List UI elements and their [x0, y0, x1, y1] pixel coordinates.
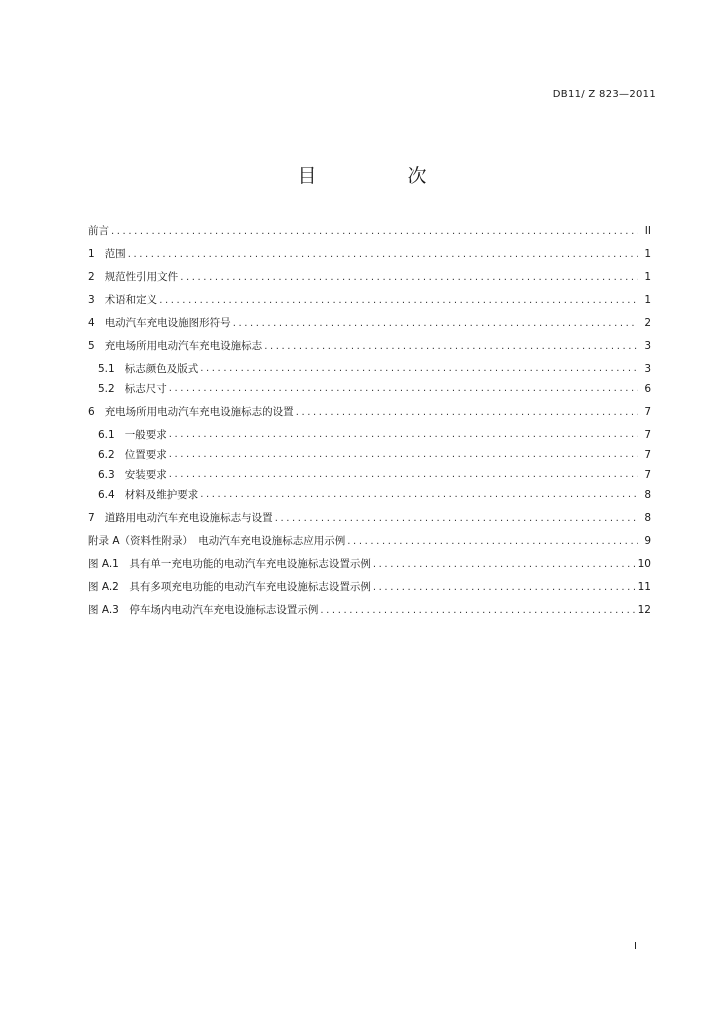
toc-entry-location-requirements[interactable]	[88, 445, 651, 465]
toc-entry-label: 术语和定义	[104, 294, 158, 306]
toc-entry-installation-requirements[interactable]	[88, 465, 651, 485]
toc-entry-page: 7	[644, 406, 651, 418]
toc-entry-sign-size[interactable]	[88, 379, 651, 399]
toc-entry-page: 10	[637, 558, 651, 570]
toc-dot-leader	[200, 359, 638, 379]
toc-entry-page: 3	[644, 363, 651, 375]
toc-entry-material-maintenance[interactable]	[88, 485, 651, 505]
toc-entry-label: 一般要求	[124, 429, 167, 441]
toc-entry-page: 1	[644, 248, 651, 260]
toc-entry-label: 范围	[104, 248, 126, 260]
toc-entry-label: 图 A.3 停车场内电动汽车充电设施标志设置示例	[88, 604, 319, 616]
toc-entry-page: 2	[644, 317, 651, 329]
toc-entry-page: 9	[644, 535, 651, 547]
toc-entry-graphic-symbols[interactable]	[88, 312, 651, 335]
toc-dot-leader	[111, 220, 638, 243]
toc-entry-number: 6.4	[98, 489, 115, 501]
toc-entry-number: 4	[88, 317, 95, 329]
toc-entry-number: 2	[88, 271, 95, 283]
toc-entry-normative-references[interactable]	[88, 266, 651, 289]
toc-entry-page: 1	[644, 294, 651, 306]
toc-entry-appendix-a[interactable]	[88, 530, 651, 553]
toc-entry-label: 位置要求	[124, 449, 167, 461]
toc-entry-label: 前言	[88, 225, 109, 237]
toc-entry-number: 6.2	[98, 449, 115, 461]
toc-entry-charging-site-signs[interactable]	[88, 335, 651, 358]
toc-entry-number: 7	[88, 512, 95, 524]
toc-entry-figure-a2[interactable]	[88, 576, 651, 599]
toc-entry-number: 5.1	[98, 363, 115, 375]
toc-entry-page: 1	[644, 271, 651, 283]
toc-dot-leader	[180, 266, 638, 289]
toc-entry-label: 充电场所用电动汽车充电设施标志	[104, 340, 263, 352]
toc-dot-leader	[264, 335, 638, 358]
page-number: I	[634, 941, 637, 952]
toc-entry-page: 7	[644, 449, 651, 461]
toc-entry-road-signs[interactable]	[88, 507, 651, 530]
toc-dot-leader	[159, 289, 638, 312]
toc-entry-label: 标志颜色及版式	[124, 363, 199, 375]
toc-entry-figure-a1[interactable]	[88, 553, 651, 576]
toc-entry-label: 充电场所用电动汽车充电设施标志的设置	[104, 406, 294, 418]
toc-dot-leader	[169, 379, 638, 399]
toc-entry-page: 8	[644, 512, 651, 524]
toc-entry-figure-a3[interactable]	[88, 599, 651, 622]
table-of-contents	[88, 220, 651, 622]
toc-entry-number: 3	[88, 294, 95, 306]
toc-entry-label: 图 A.2 具有多项充电功能的电动汽车充电设施标志设置示例	[88, 581, 371, 593]
toc-entry-label: 道路用电动汽车充电设施标志与设置	[104, 512, 273, 524]
toc-entry-page: 11	[637, 581, 651, 593]
document-id: DB11/ Z 823—2011	[552, 89, 656, 100]
toc-dot-leader	[200, 485, 638, 505]
toc-entry-page: 7	[644, 429, 651, 441]
toc-entry-label: 安装要求	[124, 469, 167, 481]
toc-dot-leader	[233, 312, 638, 335]
page-title: 目 次	[297, 165, 463, 187]
toc-dot-leader	[169, 425, 638, 445]
toc-entry-label: 标志尺寸	[124, 383, 167, 395]
toc-entry-number: 5.2	[98, 383, 115, 395]
toc-dot-leader	[128, 243, 638, 266]
toc-dot-leader	[320, 599, 634, 622]
toc-entry-number: 6.1	[98, 429, 115, 441]
toc-entry-page: 6	[644, 383, 651, 395]
toc-entry-page: 12	[637, 604, 651, 616]
toc-entry-number: 1	[88, 248, 95, 260]
toc-entry-sign-color-layout[interactable]	[88, 359, 651, 379]
toc-entry-page: 3	[644, 340, 651, 352]
toc-entry-label: 规范性引用文件	[104, 271, 179, 283]
toc-dot-leader	[296, 401, 638, 424]
toc-entry-label: 材料及维护要求	[124, 489, 199, 501]
toc-entry-general-requirements[interactable]	[88, 425, 651, 445]
toc-entry-page: II	[644, 225, 651, 237]
toc-dot-leader	[169, 445, 638, 465]
toc-entry-sign-placement[interactable]	[88, 401, 651, 424]
toc-entry-label: 电动汽车充电设施图形符号	[104, 317, 231, 329]
toc-entry-foreword[interactable]	[88, 220, 651, 243]
toc-dot-leader	[275, 507, 638, 530]
toc-dot-leader	[169, 465, 638, 485]
toc-entry-terms[interactable]	[88, 289, 651, 312]
toc-dot-leader	[373, 553, 635, 576]
toc-entry-number: 6.3	[98, 469, 115, 481]
toc-entry-label: 附录 A（资料性附录） 电动汽车充电设施标志应用示例	[88, 535, 346, 547]
toc-entry-scope[interactable]	[88, 243, 651, 266]
toc-entry-label: 图 A.1 具有单一充电功能的电动汽车充电设施标志设置示例	[88, 558, 371, 570]
toc-entry-page: 7	[644, 469, 651, 481]
toc-entry-number: 6	[88, 406, 95, 418]
toc-dot-leader	[347, 530, 638, 553]
toc-entry-page: 8	[644, 489, 651, 501]
toc-dot-leader	[373, 576, 635, 599]
toc-entry-number: 5	[88, 340, 95, 352]
